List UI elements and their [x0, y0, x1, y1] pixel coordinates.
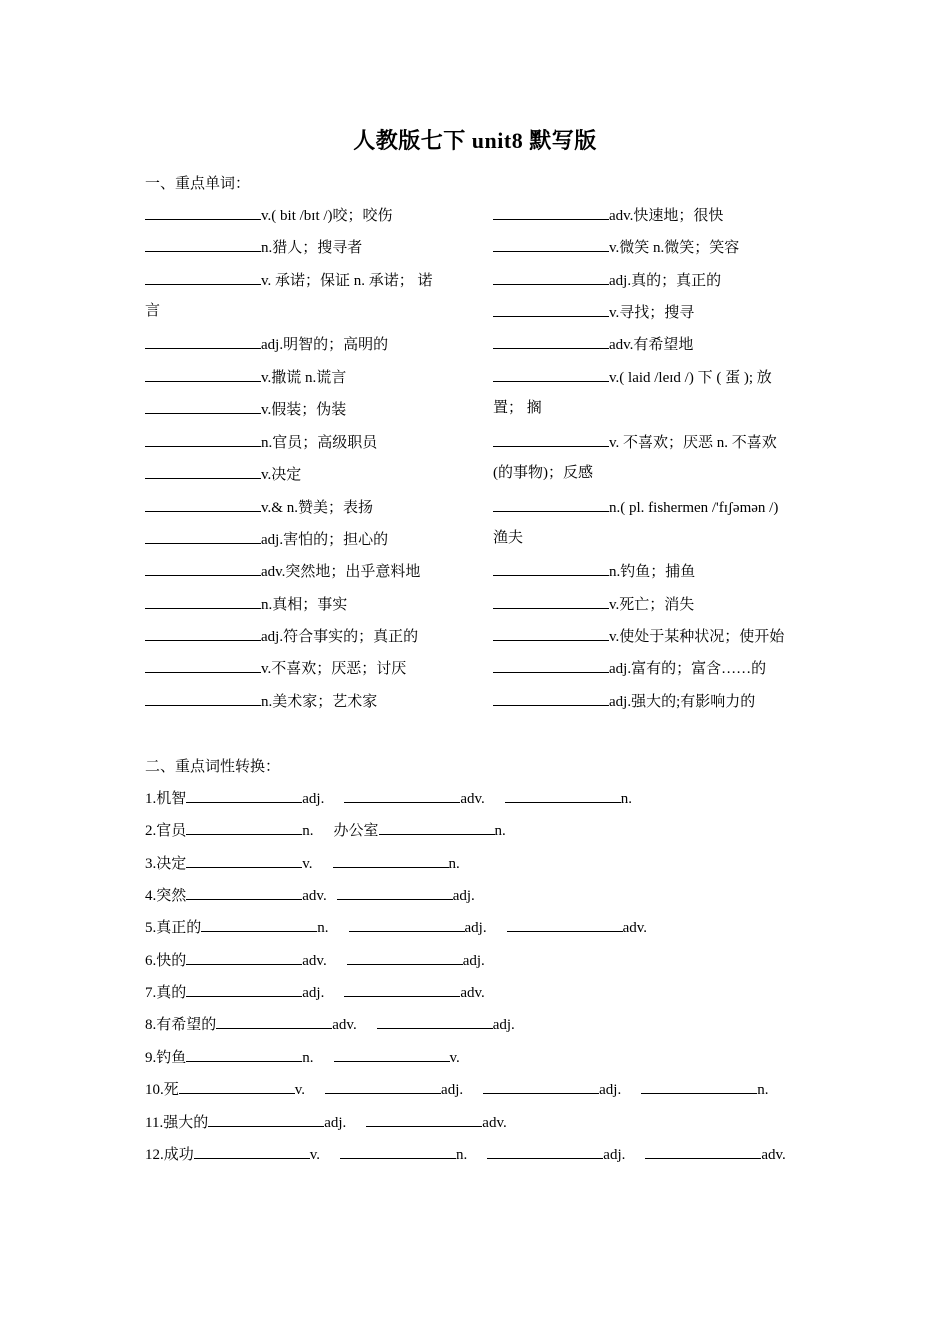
- answer-blank[interactable]: [493, 333, 609, 349]
- answer-blank[interactable]: [145, 496, 261, 512]
- answer-blank[interactable]: [145, 333, 261, 349]
- vocab-right-14: adj.富有的；富含……的: [493, 657, 766, 679]
- answer-blank[interactable]: [186, 981, 302, 997]
- answer-blank[interactable]: [145, 398, 261, 414]
- answer-blank[interactable]: [505, 787, 621, 803]
- conversion-item-10: 10.死 v. adj. adj. n.: [145, 1078, 768, 1100]
- vocab-left-2: v. 承诺；保证 n. 承诺； 诺: [145, 269, 433, 291]
- answer-blank[interactable]: [641, 1078, 757, 1094]
- vocab-right-13: v.使处于某种状况；使开始: [493, 625, 784, 647]
- vocab-left-15: n.美术家；艺术家: [145, 690, 377, 712]
- answer-blank[interactable]: [179, 1078, 295, 1094]
- answer-blank[interactable]: [186, 884, 302, 900]
- section2-heading: 二、重点词性转换：: [145, 759, 281, 775]
- answer-blank[interactable]: [145, 463, 261, 479]
- section1-heading: 一、重点单词：: [145, 176, 251, 192]
- answer-blank[interactable]: [493, 690, 609, 706]
- answer-blank[interactable]: [194, 1143, 310, 1159]
- conversion-item-11: 11.强大的 adj. adv.: [145, 1111, 507, 1133]
- vocab-left-13: adj.符合事实的；真正的: [145, 625, 418, 647]
- vocab-right-2: adj.真的；真正的: [493, 269, 721, 291]
- page-title: 人教版七下 unit8 默写版: [353, 128, 597, 153]
- vocab-left-12: n.真相；事实: [145, 593, 347, 615]
- answer-blank[interactable]: [366, 1111, 482, 1127]
- vocab-right-9: n.( pl. fishermen /'fɪʃəmən /): [493, 496, 778, 518]
- vocab-right-3: v.寻找；搜寻: [493, 301, 694, 323]
- conversion-item-4: 4.突然 adv. adj.: [145, 884, 475, 906]
- vocab-left-10: adj.害怕的；担心的: [145, 528, 388, 550]
- answer-blank[interactable]: [493, 204, 609, 220]
- conversion-item-1: 1.机智 adj. adv. n.: [145, 787, 632, 809]
- vocab-left-0: v.( bit /bɪt /)咬；咬伤: [145, 204, 393, 226]
- answer-blank[interactable]: [493, 236, 609, 252]
- conversion-item-5: 5.真正的 n. adj. adv.: [145, 916, 647, 938]
- answer-blank[interactable]: [347, 949, 463, 965]
- answer-blank[interactable]: [344, 981, 460, 997]
- answer-blank[interactable]: [325, 1078, 441, 1094]
- conversion-item-2: 2.官员 n. 办公室 n.: [145, 819, 506, 841]
- answer-blank[interactable]: [507, 916, 623, 932]
- vocab-left-8: v.决定: [145, 463, 301, 485]
- answer-blank[interactable]: [201, 916, 317, 932]
- answer-blank[interactable]: [493, 269, 609, 285]
- answer-blank[interactable]: [333, 852, 449, 868]
- conversion-item-7: 7.真的 adj. adv.: [145, 981, 485, 1003]
- answer-blank[interactable]: [493, 625, 609, 641]
- answer-blank[interactable]: [186, 787, 302, 803]
- answer-blank[interactable]: [493, 593, 609, 609]
- answer-blank[interactable]: [186, 1046, 302, 1062]
- answer-blank[interactable]: [487, 1143, 603, 1159]
- conversion-item-3: 3.决定 v. n.: [145, 852, 460, 874]
- answer-blank[interactable]: [145, 560, 261, 576]
- vocab-left-1: n.猎人；搜寻者: [145, 236, 362, 258]
- vocab-left-7: n.官员；高级职员: [145, 431, 377, 453]
- answer-blank[interactable]: [379, 819, 495, 835]
- answer-blank[interactable]: [493, 496, 609, 512]
- answer-blank[interactable]: [645, 1143, 761, 1159]
- answer-blank[interactable]: [493, 657, 609, 673]
- answer-blank[interactable]: [216, 1013, 332, 1029]
- answer-blank[interactable]: [186, 819, 302, 835]
- vocab-right-11: n.钓鱼；捕鱼: [493, 560, 695, 582]
- conversion-item-12: 12.成功 v. n. adj. adv.: [145, 1143, 786, 1165]
- vocab-left-4: adj.明智的；高明的: [145, 333, 388, 355]
- answer-blank[interactable]: [337, 884, 453, 900]
- answer-blank[interactable]: [145, 528, 261, 544]
- vocab-left-3: 言: [145, 303, 161, 319]
- answer-blank[interactable]: [377, 1013, 493, 1029]
- answer-blank[interactable]: [208, 1111, 324, 1127]
- answer-blank[interactable]: [145, 690, 261, 706]
- answer-blank[interactable]: [145, 625, 261, 641]
- vocab-right-6: 置； 搁: [493, 400, 542, 416]
- answer-blank[interactable]: [145, 236, 261, 252]
- vocab-right-7: v. 不喜欢；厌恶 n. 不喜欢: [493, 431, 777, 453]
- conversion-item-9: 9.钓鱼 n. v.: [145, 1046, 460, 1068]
- answer-blank[interactable]: [145, 269, 261, 285]
- answer-blank[interactable]: [493, 560, 609, 576]
- answer-blank[interactable]: [493, 301, 609, 317]
- answer-blank[interactable]: [145, 657, 261, 673]
- answer-blank[interactable]: [344, 787, 460, 803]
- answer-blank[interactable]: [493, 431, 609, 447]
- vocab-right-4: adv.有希望地: [493, 333, 693, 355]
- conversion-item-8: 8.有希望的 adv. adj.: [145, 1013, 515, 1035]
- vocab-right-1: v.微笑 n.微笑；笑容: [493, 236, 739, 258]
- answer-blank[interactable]: [145, 366, 261, 382]
- vocab-right-5: v.( laid /leɪd /) 下 ( 蛋 ); 放: [493, 366, 772, 388]
- vocab-right-0: adv.快速地；很快: [493, 204, 723, 226]
- vocab-left-9: v.& n.赞美；表扬: [145, 496, 373, 518]
- answer-blank[interactable]: [493, 366, 609, 382]
- answer-blank[interactable]: [340, 1143, 456, 1159]
- vocab-right-15: adj.强大的;有影响力的: [493, 690, 755, 712]
- answer-blank[interactable]: [186, 852, 302, 868]
- vocab-left-5: v.撒谎 n.谎言: [145, 366, 346, 388]
- vocab-right-12: v.死亡；消失: [493, 593, 694, 615]
- vocab-left-11: adv.突然地；出乎意料地: [145, 560, 420, 582]
- answer-blank[interactable]: [145, 431, 261, 447]
- answer-blank[interactable]: [483, 1078, 599, 1094]
- vocab-left-14: v.不喜欢；厌恶；讨厌: [145, 657, 406, 679]
- answer-blank[interactable]: [145, 593, 261, 609]
- answer-blank[interactable]: [145, 204, 261, 220]
- vocab-right-10: 渔夫: [493, 530, 524, 546]
- answer-blank[interactable]: [349, 916, 465, 932]
- answer-blank[interactable]: [334, 1046, 450, 1062]
- answer-blank[interactable]: [186, 949, 302, 965]
- vocab-right-8: (的事物)；反感: [493, 465, 593, 481]
- vocab-left-6: v.假装；伪装: [145, 398, 346, 420]
- conversion-item-6: 6.快的 adv. adj.: [145, 949, 485, 971]
